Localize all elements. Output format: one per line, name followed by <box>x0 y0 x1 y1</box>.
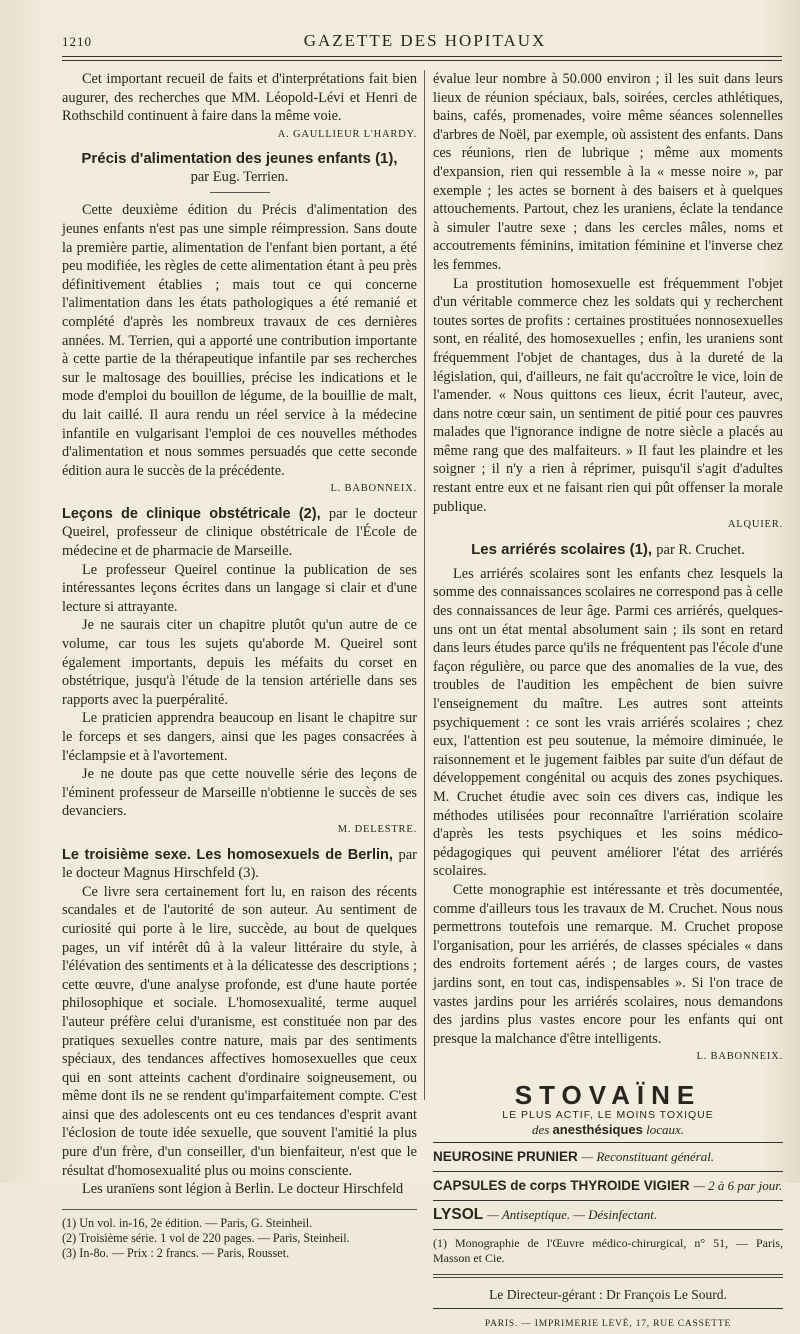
footnote: (2) Troisième série. 1 vol de 220 pages. — Paris, Steinheil. <box>62 1230 350 1245</box>
footnote: (3) In-8o. — Prix : 2 francs. — Paris, Rousset. <box>62 1245 290 1260</box>
article-paragraph: Cette deuxième édition du Précis d'alimentation des jeunes enfants n'est pas une simple réimpression. Sans doute la première partie, alimentation de l'enfant bien portant, a été peu modifiée, les règles de cette alimentation étant à peu près définitivement établies ; mais tout ce qui concerne l'alimentation dans les états pathologiques a été remanié et complété d'après les nombreux travaux de ces dernières années. M. Terrien, qui a apporté une contribution importante à cette partie de la thérapeutique infantile par ses recherches sur le maltosage des bouillies, précise les indications et le mode d'emploi du bouillon de légume, de la bouillie de malt, du lait caillé. Il aura rendu un réel service à la médecine infantile en vulgarisant l'emploi de ces nouvelles méthodes d'alimentation et nous sommes persuadés que cette seconde édition aura le succès de la précédente. <box>62 202 417 479</box>
ad-item <box>433 1205 783 1225</box>
ad-tagline-2 <box>433 1122 783 1138</box>
ad-item <box>433 1176 783 1196</box>
right-column <box>433 70 783 1334</box>
closing-rule-thin <box>433 1308 783 1309</box>
article-paragraph: Les arriérés scolaires sont les enfants chez lesquels la somme des connaissances scolaires ne correspond pas à celle des connaissances de leur âge. Parmi ces arriérés, quelques-uns ont un état mental absolument sain ; ils sont en retard dans leurs études parce qu'ils ne fréquentent pas l'école d'une façon régulière, ou parce que des anomalies de la vue, des troubles de l'audition les empêchent de bien suivre l'enseignement du maître. Les autres sont atteints psychiquement : ce sont les vrais arriérés scolaires ; chez eux, l'attention est peu soutenue, la mémoire diminuée, le raisonnement et le jugement faibles par suite d'un défaut de développement congénital ou acquis des zones psychiques. M. Cruchet étudie avec soin ces divers cas, indique les méthodes utilisées pour reconnaître l'arriération scolaire d'après les tests psychiques et les soins médico-pédagogiques qui peuvent améliorer l'état des arriérés scolaires. <box>433 565 783 880</box>
page-number: 1210 <box>62 34 92 49</box>
article-author: par R. Cruchet. <box>656 541 745 558</box>
ad-tagline-pre: des <box>531 1121 550 1137</box>
article-heading <box>62 846 417 883</box>
closing-rule <box>433 1274 783 1278</box>
left-column <box>62 70 417 1261</box>
signature: M. DELESTRE. <box>337 823 417 835</box>
ad-item-desc: — 2 à 6 par jour. <box>693 1177 783 1193</box>
title-rule <box>210 192 270 193</box>
article-paragraph: Les uranïens sont légion à Berlin. Le docteur Hirschfeld <box>82 1181 404 1198</box>
header-rule <box>62 56 782 57</box>
article-author: par Eug. Terrien. <box>190 169 289 186</box>
signature: A. GAULLIEUR L'HARDY. <box>277 128 417 140</box>
running-title: GAZETTE DES HOPITAUX <box>303 31 547 50</box>
ad-item-desc: — Reconstituant général. <box>581 1148 715 1164</box>
article-paragraph: Ce livre sera certainement fort lu, en raison des récents scandales et de l'autorité de son auteur. Au sentiment de curiosité qui porte à le lire, succède, au bout de quelques pages, un vif intérêt dû à la valeur littéraire du style, à l'élévation des sentiments et à la délicatesse des descriptions ; cette œuvre, d'une analyse profonde, est d'une haute portée philosophique et sociale. L'homosexualité, terme auquel l'auteur préfère celui d'uranisme, est constituée non par des pratiques sexuelles contre nature, mais par des sentiments spéciaux, des tendances affectives homosexuelles que ceux qui en sont atteints cachent d'ordinaire soigneusement, ou même dont ils ne se rendent qu'imparfaitement compte. C'est ainsi que des adolescents ont eu ces tendances d'esprit avant l'éclosion de toute idée sexuelle, que souvent l'amitié la plus pure d'un frère, d'un conseiller, d'un bienfaiteur, n'est que le résultat d'homosexualité plus ou moins consciente. <box>62 883 417 1179</box>
ad-item-desc: — Antiseptique. — Désinfectant. <box>487 1206 658 1222</box>
intro-paragraph: Cet important recueil de faits et d'interprétations fait bien augurer, des recherches que MM. Léopold-Lévi et Henri de Rothschild continuent à faire dans la même voie. <box>62 71 417 125</box>
printer-line: PARIS. — IMPRIMERIE LEVÉ, 17, RUE CASSETTE <box>484 1319 732 1330</box>
article-title <box>433 541 783 559</box>
ad-rule <box>433 1142 783 1143</box>
article-title-text: Leçons de clinique obstétricale (2), <box>62 505 321 522</box>
column-divider <box>424 70 425 1100</box>
signature: L. BABONNEIX. <box>330 483 417 495</box>
signature: ALQUIER. <box>727 519 783 531</box>
article-heading <box>62 505 417 561</box>
footnote: (1) Monographie de l'Œuvre médico-chirurgical, n° 51, — Paris, Masson et Cie. <box>433 1235 783 1265</box>
article-author: par le docteur Queirel, professeur de clinique obstétricale de l'École de médecine et de pharmacie de Marseille. <box>62 505 417 560</box>
article-author: par le docteur Magnus Hirschfeld (3). <box>62 846 417 882</box>
article-paragraph: Je ne saurais citer un chapitre plutôt qu'un autre de ce volume, car tous les sujets qu'aborde M. Queirel sont également importants, depuis les méfaits du corset en obstétrique, jusqu'à l'étude de la tension artérielle dans ses rapports avec la puerpéralité. <box>62 617 417 708</box>
ad-item-name: CAPSULES de corps THYROIDE VIGIER <box>433 1177 690 1193</box>
ad-item-name: NEUROSINE PRUNIER <box>433 1148 578 1164</box>
article-paragraph: La prostitution homosexuelle est fréquemment l'objet d'un véritable commerce chez les soldats qui y recherchent toutes sortes de profits : certaines prostituées nonnosexuelles sont, en réalité, des homosexuelles ; enfin, les uraniens sont fréquemment l'objet de chantages, dus à la dureté de la législation, qui, d'ailleurs, ne fait qu'accroître le vice, loin de l'amender. « Nous quittons ces lieux, écrit l'auteur, avec, dans notre cœur sain, un sentiment de pitié pour ces pauvres malades que l'ignorance indigne de notre siècle a placés au même rang que des malfaiteurs. » Il faut les plaindre et les soigner ; il n'y a rien à réprimer, puisqu'il s'agit d'adultes restant entre eux et ne faisant rien qui pût offenser la morale publique. <box>433 275 783 515</box>
ad-item <box>433 1147 783 1167</box>
article-title-text: Précis d'alimentation des jeunes enfants (1), <box>81 150 398 168</box>
ad-item-name: LYSOL <box>433 1205 483 1223</box>
article-paragraph: Cette monographie est intéressante et très documentée, comme d'ailleurs tous les travaux de M. Cruchet. Nous nous permettrons toutefois une remarque. M. Cruchet propose l'organisation, pour les arriérés, de classes spéciales « dans des endroits fortement aérés ; de larges cours, de vastes jardins sont, en tout cas, indispensables ». Si l'on trace de vastes jardins pour les arriérés scolaires, nous demandons des jardins plus vastes encore pour les enfants qui ont presque la malchance d'être intelligents. <box>433 881 783 1047</box>
article-title-text: Les arriérés scolaires (1), <box>471 540 653 558</box>
header-rule-thin <box>62 60 782 61</box>
article-title <box>62 150 417 186</box>
ad-tagline-post: locaux. <box>646 1121 685 1137</box>
article-title-text: Le troisième sexe. Les homosexuels de Berlin, <box>62 846 393 863</box>
ad-brand: STOVAÏNE <box>514 1079 702 1110</box>
ad-rule <box>433 1171 783 1172</box>
ad-tagline-bold: anesthésiques <box>552 1121 643 1137</box>
footnote-rule <box>62 1209 417 1210</box>
article-paragraph: Le professeur Queirel continue la publication de ses intéressantes leçons écrites dans un langage si clair et d'une lecture si attrayante. <box>62 561 417 615</box>
article-paragraph: évalue leur nombre à 50.000 environ ; il les suit dans leurs lieux de réunion spéciaux, bals, soirées, cercles athlétiques, bains, cafés, promenades, voire même séances solennelles d'arbres de Noël, par exemple, où assistent des enfants. Dans ces réunions, rien de lubrique ; même aux moments d'expansion, rien qui ressemble à la « messe noire », par exemple ; les actes se bornent à des baisers et à quelques attouchements. Partout, chez les uraniens, éclate la tendance à simuler l'autre sexe ; dans les cercles mâles, noms et accoutrements féminins, imitation féminine et l'inverse chez les femmes. <box>433 71 783 273</box>
page-header <box>62 30 788 54</box>
director-line: Le Directeur-gérant : Dr François Le Sourd. <box>489 1286 727 1302</box>
signature: L. BABONNEIX. <box>696 1051 783 1063</box>
footnote: (1) Un vol. in-16, 2e édition. — Paris, G. Steinheil. <box>62 1215 313 1230</box>
advertisement <box>433 1081 783 1230</box>
ad-rule <box>433 1229 783 1230</box>
ad-tagline: LE PLUS ACTIF, LE MOINS TOXIQUE <box>502 1108 714 1121</box>
article-paragraph: Le praticien apprendra beaucoup en lisant le chapitre sur le forceps et ses dangers, ainsi que les pages consacrées à l'éclampsie et à l'avortement. <box>62 710 417 764</box>
article-paragraph: Je ne doute pas que cette nouvelle série des leçons de l'éminent professeur de Marseille n'obtienne le succès de ses devanciers. <box>62 766 417 820</box>
ad-rule <box>433 1200 783 1201</box>
